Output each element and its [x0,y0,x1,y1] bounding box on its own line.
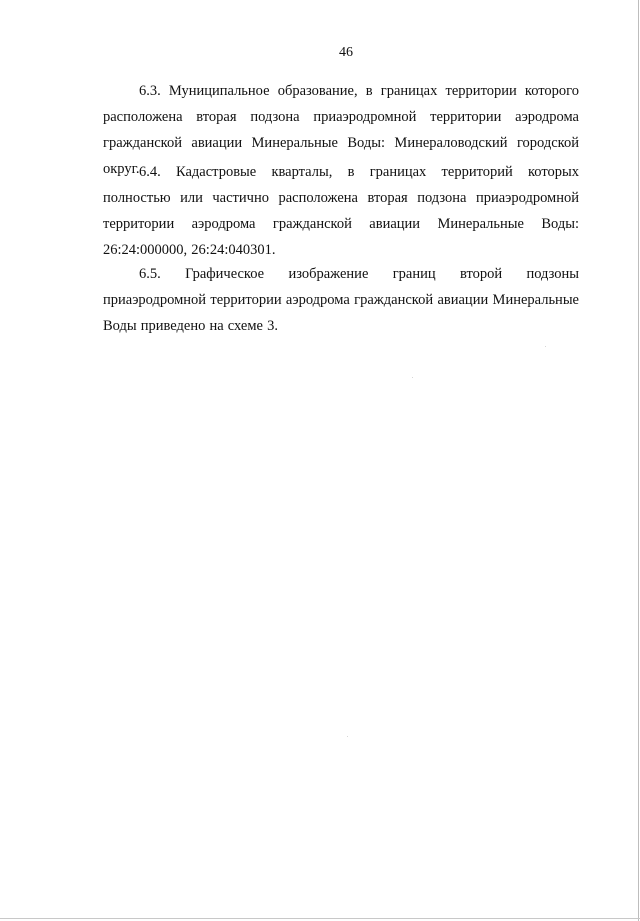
page-number: 46 [339,45,353,60]
paragraph-text: Кадастровые кварталы, в границах территорий которых полностью или частично расположена вторая подзона приаэродромной территории аэродрома гражданской авиации Минеральные Воды: 26:24:000000, 26:24:040301. [103,164,580,258]
paragraph-number: 6.3. [139,83,161,99]
paragraph-text: Графическое изображение границ второй подзоны приаэродромной территории аэродрома гражданской авиации Минеральные Воды приведено на схеме 3. [103,266,579,334]
page-edge-right [638,0,639,921]
paragraph-6-4 [103,159,579,263]
page-edge-bottom [0,918,640,919]
paragraph-number: 6.5. [139,266,161,282]
paragraph-6-5 [103,261,579,339]
scan-speck [545,346,546,347]
scan-speck [347,736,348,737]
scan-speck [412,377,413,378]
paragraph-number: 6.4. [139,164,161,180]
paragraph-text: Муниципальное образование, в границах территории которого расположена вторая подзона приаэродромной территории аэродрома гражданской авиации Минеральные Воды: Минераловодский городской округ. [103,83,580,177]
